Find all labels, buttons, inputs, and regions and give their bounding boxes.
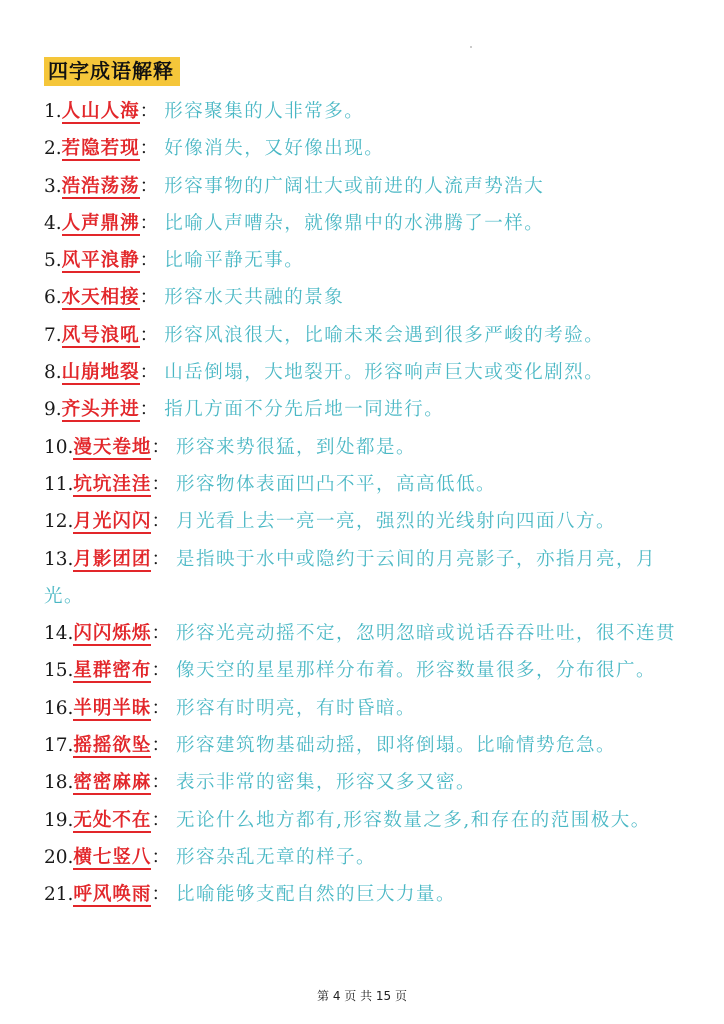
idiom-list	[44, 93, 694, 914]
idiom-entry	[44, 466, 694, 503]
idiom-entry	[44, 168, 694, 205]
idiom-entry	[44, 130, 694, 167]
idiom-definition: 形容聚集的人非常多。	[164, 101, 365, 122]
entry-colon: ：	[151, 884, 170, 906]
idiom-term: 山崩地裂	[61, 362, 140, 384]
entry-colon: ：	[151, 772, 170, 794]
idiom-entry	[44, 615, 694, 652]
entry-number: 19.	[44, 809, 74, 831]
entry-number: 16.	[44, 697, 74, 719]
idiom-entry	[44, 802, 694, 839]
idiom-definition: 像天空的星星那样分布着。形容数量很多，分布很广。	[175, 660, 656, 682]
page-footer: 第 4 页 共 15 页	[317, 989, 407, 1003]
idiom-entry	[44, 839, 694, 876]
idiom-entry	[44, 205, 694, 242]
entry-colon: ：	[139, 175, 159, 197]
entry-number: 2.	[44, 138, 62, 160]
page-title: 四字成语解释	[44, 57, 180, 86]
entry-number: 1.	[44, 101, 62, 122]
entry-number: 15.	[44, 660, 74, 682]
entry-colon: ：	[151, 623, 170, 645]
entry-colon: ：	[151, 809, 170, 831]
idiom-term: 齐头并进	[61, 399, 140, 421]
entry-colon: ：	[151, 473, 170, 495]
entry-number: 9.	[44, 399, 62, 421]
idiom-definition: 形容有时明亮，有时昏暗。	[175, 697, 416, 719]
idiom-definition: 好像消失，又好像出现。	[164, 138, 385, 160]
entry-colon: ：	[151, 511, 170, 533]
entry-colon: ：	[139, 250, 159, 272]
idiom-term: 风平浪静	[61, 250, 140, 272]
idiom-term: 闪闪烁烁	[73, 623, 152, 645]
idiom-term: 密密麻麻	[73, 772, 152, 794]
idiom-term: 水天相接	[61, 287, 140, 309]
idiom-definition: 月光看上去一亮一亮，强烈的光线射向四面八方。	[175, 511, 616, 533]
idiom-entry	[44, 876, 694, 913]
idiom-entry	[44, 317, 694, 354]
idiom-term: 月光闪闪	[73, 511, 152, 533]
entry-number: 18.	[44, 772, 74, 794]
idiom-entry	[44, 727, 694, 764]
idiom-term: 若隐若现	[61, 138, 140, 160]
idiom-definition: 表示非常的密集，形容又多又密。	[175, 772, 476, 794]
entry-colon: ：	[151, 846, 170, 868]
idiom-entry	[44, 279, 694, 316]
idiom-term: 横七竖八	[73, 846, 152, 868]
idiom-term: 月影团团	[73, 548, 152, 570]
idiom-term: 人山人海	[61, 101, 140, 122]
idiom-definition: 比喻平静无事。	[164, 250, 305, 272]
idiom-term: 坑坑洼洼	[73, 473, 152, 495]
entry-number: 14.	[44, 623, 74, 645]
idiom-term: 漫天卷地	[73, 436, 152, 458]
entry-number: 7.	[44, 324, 62, 346]
idiom-definition: 形容光亮动摇不定，忽明忽暗或说话吞吞吐吐，很不连贯	[175, 623, 676, 645]
entry-number: 4.	[44, 212, 62, 234]
entry-number: 3.	[44, 175, 62, 197]
entry-number: 5.	[44, 250, 62, 272]
entry-colon: ：	[139, 138, 159, 160]
idiom-term: 摇摇欲坠	[73, 735, 152, 757]
idiom-entry	[44, 429, 694, 466]
idiom-definition: 无论什么地方都有,形容数量之多,和存在的范围极大。	[175, 809, 651, 831]
idiom-entry	[44, 354, 694, 391]
idiom-definition: 形容物体表面凹凸不平，高高低低。	[175, 473, 496, 495]
entry-colon: ：	[151, 660, 170, 682]
entry-colon: ：	[139, 362, 159, 384]
entry-number: 20.	[44, 846, 74, 868]
idiom-definition: 形容事物的广阔壮大或前进的人流声势浩大	[164, 175, 545, 197]
entry-colon: ：	[139, 101, 159, 122]
idiom-term: 人声鼎沸	[61, 212, 140, 234]
idiom-definition: 是指映于水中或隐约于云间的月亮影子，亦指月亮，月光。	[44, 548, 656, 607]
idiom-entry	[44, 391, 694, 428]
idiom-entry	[44, 541, 694, 616]
decorative-dot	[470, 46, 472, 48]
entry-colon: ：	[139, 287, 159, 309]
idiom-term: 浩浩荡荡	[61, 175, 140, 197]
entry-colon: ：	[151, 436, 170, 458]
idiom-entry	[44, 764, 694, 801]
idiom-entry	[44, 690, 694, 727]
idiom-entry	[44, 242, 694, 279]
entry-number: 21.	[44, 884, 74, 906]
entry-number: 13.	[44, 548, 74, 570]
idiom-term: 无处不在	[73, 809, 152, 831]
idiom-term: 呼风唤雨	[73, 884, 152, 906]
entry-colon: ：	[151, 548, 170, 570]
idiom-term: 风号浪吼	[61, 324, 140, 346]
idiom-entry	[44, 93, 694, 130]
entry-colon: ：	[139, 324, 159, 346]
entry-number: 11.	[44, 473, 74, 495]
idiom-entry	[44, 503, 694, 540]
idiom-definition: 山岳倒塌，大地裂开。形容响声巨大或变化剧烈。	[164, 362, 605, 384]
idiom-definition: 形容风浪很大，比喻未来会遇到很多严峻的考验。	[164, 324, 605, 346]
entry-number: 8.	[44, 362, 62, 384]
idiom-definition: 形容水天共融的景象	[164, 287, 345, 309]
idiom-definition: 形容杂乱无章的样子。	[175, 846, 376, 868]
idiom-term: 星群密布	[73, 660, 152, 682]
idiom-entry	[44, 652, 694, 689]
entry-colon: ：	[151, 697, 170, 719]
entry-number: 12.	[44, 511, 74, 533]
entry-colon: ：	[151, 735, 170, 757]
idiom-definition: 形容来势很猛，到处都是。	[175, 436, 416, 458]
idiom-definition: 比喻人声嘈杂，就像鼎中的水沸腾了一样。	[164, 212, 545, 234]
entry-number: 17.	[44, 735, 74, 757]
idiom-term: 半明半昧	[73, 697, 152, 719]
idiom-definition: 形容建筑物基础动摇，即将倒塌。比喻情势危急。	[175, 735, 616, 757]
entry-colon: ：	[139, 399, 159, 421]
idiom-definition: 指几方面不分先后地一同进行。	[164, 399, 445, 421]
entry-number: 6.	[44, 287, 62, 309]
entry-colon: ：	[139, 212, 159, 234]
entry-number: 10.	[44, 436, 74, 458]
idiom-definition: 比喻能够支配自然的巨大力量。	[175, 884, 456, 906]
